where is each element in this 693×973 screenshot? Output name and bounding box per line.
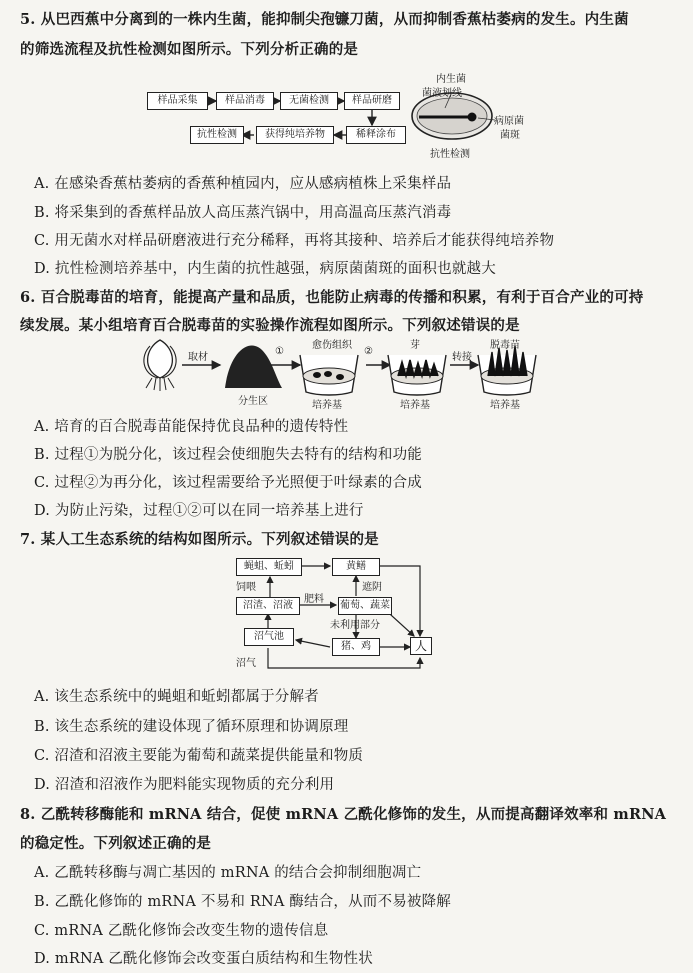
edge-label-unused: 未利用部分 xyxy=(330,620,380,631)
q8-option-a: A. 乙酰转移酶与凋亡基因的 mRNA 的结合会抑制细胞凋亡 xyxy=(34,865,422,881)
q6-stem-line2: 续发展。某小组培育百合脱毒苗的实验操作流程如图所示。下列叙述错误的是 xyxy=(20,317,520,334)
flow-box-sterility-test: 无菌检测 xyxy=(280,92,338,110)
q6-option-a: A. 培育的百合脱毒苗能保持优良品种的遗传特性 xyxy=(34,419,349,435)
label-callus: 愈伤组织 xyxy=(312,340,352,351)
dish-label-spot: 菌斑 xyxy=(500,130,520,141)
q8-option-d: D. mRNA 乙酰化修饰会改变蛋白质结构和生物性状 xyxy=(34,951,373,967)
edge-label-feed: 饲喂 xyxy=(236,582,256,593)
q8-option-b: B. 乙酰化修饰的 mRNA 不易和 RNA 酶结合，从而不易被降解 xyxy=(34,894,452,910)
box-residue-liquid: 沼渣、沼液 xyxy=(236,597,300,615)
q7-stem-line1: 7. 某人工生态系统的结构如图所示。下列叙述错误的是 xyxy=(20,531,379,548)
edge-label-fertilizer: 肥料 xyxy=(304,594,324,605)
q7-option-b: B. 该生态系统的建设体现了循环原理和协调原理 xyxy=(34,719,349,735)
q7-option-d: D. 沼渣和沼液作为肥料能实现物质的充分利用 xyxy=(34,777,335,793)
label-meristem-region: 分生区 xyxy=(238,396,268,407)
q6-option-c: C. 过程②为再分化，该过程需要给予光照便于叶绿素的合成 xyxy=(34,475,422,491)
flow-box-sample-grind: 样品研磨 xyxy=(344,92,400,110)
label-take-material: 取材 xyxy=(188,352,208,363)
box-pigs-chickens: 猪、鸡 xyxy=(332,638,380,656)
q8-stem-line2: 的稳定性。下列叙述正确的是 xyxy=(20,835,212,852)
edge-label-biogas: 沼气 xyxy=(236,658,256,669)
q8-option-c: C. mRNA 乙酰化修饰会改变生物的遗传信息 xyxy=(34,923,329,939)
q6-stem-line1: 6. 百合脱毒苗的培育，能提高产量和品质，也能防止病毒的传播和积累，有利于百合产业的可持 xyxy=(20,289,644,306)
q7-option-a: A. 该生态系统中的蝇蛆和蚯蚓都属于分解者 xyxy=(34,689,319,705)
q5-option-b: B. 将采集到的香蕉样品放人高压蒸汽锅中，用高温高压蒸汽消毒 xyxy=(34,205,452,221)
dish-label-resistance: 抗性检测 xyxy=(430,149,470,160)
label-step-1: ① xyxy=(275,346,284,357)
q6-option-d: D. 为防止污染，过程①②可以在同一培养基上进行 xyxy=(34,503,364,519)
q5-option-d: D. 抗性检测培养基中，内生菌的抗性越强，病原菌菌斑的面积也就越大 xyxy=(34,261,496,277)
q5-stem-line2: 的筛选流程及抗性检测如图所示。下列分析正确的是 xyxy=(20,41,359,58)
flow-box-dilution-spread: 稀释涂布 xyxy=(346,126,406,144)
label-medium-1: 培养基 xyxy=(312,400,342,411)
flow-box-sample-disinfect: 样品消毒 xyxy=(216,92,274,110)
label-bud: 芽 xyxy=(410,340,420,351)
label-transfer: 转接 xyxy=(452,352,472,363)
box-grapes-vegetables: 葡萄、蔬菜 xyxy=(338,597,392,615)
dish-label-pathogen: 病原菌 xyxy=(494,116,524,127)
q5-option-a: A. 在感染香蕉枯萎病的香蕉种植园内，应从感病植株上采集样品 xyxy=(34,176,452,192)
label-step-2: ② xyxy=(364,346,373,357)
q5-option-c: C. 用无菌水对样品研磨液进行充分稀释，再将其接种、培养后才能获得纯培养物 xyxy=(34,233,555,249)
flow-box-pure-culture: 获得纯培养物 xyxy=(256,126,334,144)
label-medium-3: 培养基 xyxy=(490,400,520,411)
box-eel: 黄鳝 xyxy=(332,558,380,576)
q6-option-b: B. 过程①为脱分化，该过程会使细胞失去特有的结构和功能 xyxy=(34,447,422,463)
flow-box-sample-collect: 样品采集 xyxy=(147,92,208,110)
dish-label-streak: 菌液划线 xyxy=(422,88,462,99)
box-human: 人 xyxy=(410,637,432,655)
q8-stem-line1: 8. 乙酰转移酶能和 mRNA 结合，促使 mRNA 乙酰化修饰的发生，从而提高翻译效率和 mRNA xyxy=(20,806,667,823)
flow-box-resistance-test: 抗性检测 xyxy=(190,126,244,144)
label-virus-free-seedling: 脱毒苗 xyxy=(490,340,520,351)
q5-stem-line1: 5. 从巴西蕉中分离到的一株内生菌，能抑制尖孢镰刀菌，从而抑制香蕉枯萎病的发生。内生菌 xyxy=(20,11,629,28)
q7-option-c: C. 沼渣和沼液主要能为葡萄和蔬菜提供能量和物质 xyxy=(34,748,364,764)
box-biogas-digester: 沼气池 xyxy=(244,628,294,646)
box-maggots-earthworms: 蝇蛆、蚯蚓 xyxy=(236,558,302,576)
dish-label-endophyte: 内生菌 xyxy=(436,74,466,85)
edge-label-shade: 遮阴 xyxy=(362,582,382,593)
label-medium-2: 培养基 xyxy=(400,400,430,411)
